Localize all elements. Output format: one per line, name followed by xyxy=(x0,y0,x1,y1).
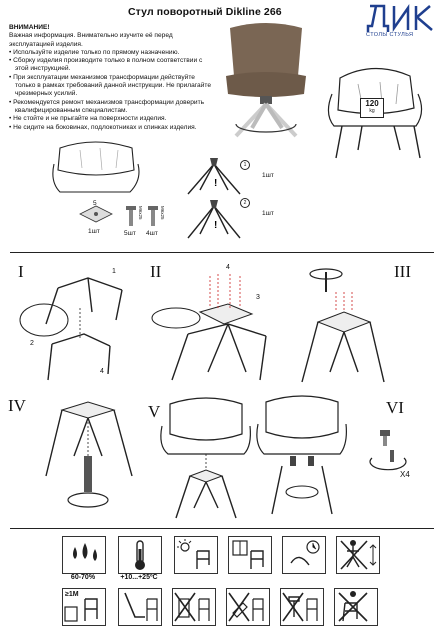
step1-label-2: 2 xyxy=(30,340,34,347)
vacuum-icon xyxy=(118,588,162,626)
window-chair-icon xyxy=(228,536,272,574)
window-icon xyxy=(229,537,271,573)
humidity-label: 60-70% xyxy=(70,574,96,581)
drops-icon xyxy=(63,537,105,573)
no-standing-icon xyxy=(336,536,380,574)
distance-label: ≥1M xyxy=(65,591,79,598)
time-icon xyxy=(282,536,326,574)
thermometer-icon xyxy=(119,537,161,573)
chair-photo xyxy=(216,20,316,140)
step-4-diagram xyxy=(44,396,140,522)
x4-label: X4 xyxy=(400,470,410,479)
part1-qty: 1шт xyxy=(262,172,274,179)
sun-chair-icon xyxy=(174,536,218,574)
warning-item: • При эксплуатации механизмов трансформации действуйте только в рамках требований данной инструкции. Не прилагайте чрезмерных усилий. xyxy=(9,73,212,98)
part2-qty: 1шт xyxy=(262,210,274,217)
seat-part-sketch xyxy=(50,140,140,200)
no-chemicals-icon xyxy=(172,588,216,626)
brand-logo xyxy=(364,4,438,42)
logo-subtitle: СТОЛЫ СТУЛЬЯ xyxy=(366,32,414,38)
bolt-icon xyxy=(146,206,160,228)
step-2-diagram xyxy=(148,268,274,386)
warning-intro: Важная информация. Внимательно изучите её перед эксплуатацией изделия. xyxy=(9,32,173,48)
step-1-label: I xyxy=(18,262,24,281)
bottle-x-icon xyxy=(173,589,215,625)
seat-qty: 1шт xyxy=(88,228,100,235)
screw-size: M6x25 xyxy=(138,206,143,220)
load-badge xyxy=(360,98,384,118)
step2-label-3: 3 xyxy=(256,294,260,301)
step-4-label: IV xyxy=(8,396,26,415)
part-num-1: 1 xyxy=(240,160,250,170)
step1-label-1: 1 xyxy=(112,268,116,275)
part-num-5: 5 xyxy=(93,200,97,207)
brush-x-icon xyxy=(227,589,269,625)
part-num-2: 2 xyxy=(240,198,250,208)
warning-heading: ВНИМАНИЕ! xyxy=(9,24,50,31)
bolt-size: M6x25 xyxy=(160,206,165,220)
person-x-icon xyxy=(337,537,379,573)
bolt-qty: 4шт xyxy=(146,230,158,237)
step-5-label: V xyxy=(148,402,161,421)
logo-mark-icon xyxy=(364,4,438,34)
screw-icon xyxy=(124,206,138,228)
warning-item: • Используйте изделие только по прямому назначению. xyxy=(9,48,180,56)
temperature-label: +10...+25ºC xyxy=(120,574,158,581)
step-1-diagram xyxy=(18,268,138,386)
svg-text:!: ! xyxy=(214,178,218,189)
step-5b-diagram xyxy=(252,392,348,520)
temperature-icon xyxy=(118,536,162,574)
warning-item: • Сборку изделия производите только в полном соответствии с этой инструкцией. xyxy=(9,57,203,73)
no-rocking-icon xyxy=(334,588,378,626)
sun-icon xyxy=(175,537,217,573)
section-divider-bottom xyxy=(10,528,434,529)
load-unit: kg xyxy=(369,108,375,114)
warning-item: • Рекомендуется ремонт механизмов трансформации доверить квалифицированным специалистам. xyxy=(9,98,205,114)
step2-label-4: 4 xyxy=(226,264,230,271)
svg-text:!: ! xyxy=(214,220,218,231)
step-3-diagram xyxy=(284,262,400,390)
leg-frame-1-sketch xyxy=(180,150,260,198)
vacuum-cleaner-icon xyxy=(119,589,161,625)
clock-icon xyxy=(283,537,325,573)
step-6-diagram xyxy=(370,424,426,474)
step-3-label: III xyxy=(394,262,411,281)
tilt-x-icon xyxy=(335,589,377,625)
step-2-label: II xyxy=(150,262,162,281)
warning-item: • Не стойте и не прыгайте на поверхности изделия. xyxy=(9,115,167,123)
warning-item: • Не сидите на боковинах, подлокотниках и спинках изделия. xyxy=(9,123,197,131)
distance-icon xyxy=(62,588,106,626)
document-title: Стул поворотный Dikline 266 xyxy=(128,6,282,18)
no-abrasive-icon xyxy=(226,588,270,626)
no-hammer-icon xyxy=(280,588,324,626)
step-6-label: VI xyxy=(386,398,404,417)
warning-block xyxy=(9,24,215,132)
load-value: 120 xyxy=(365,99,379,108)
step1-label-4: 4 xyxy=(100,368,104,375)
hammer-x-icon xyxy=(281,589,323,625)
step-5-diagram xyxy=(156,394,254,522)
screw-qty: 5шт xyxy=(124,230,136,237)
humidity-icon xyxy=(62,536,106,574)
section-divider xyxy=(10,252,434,253)
